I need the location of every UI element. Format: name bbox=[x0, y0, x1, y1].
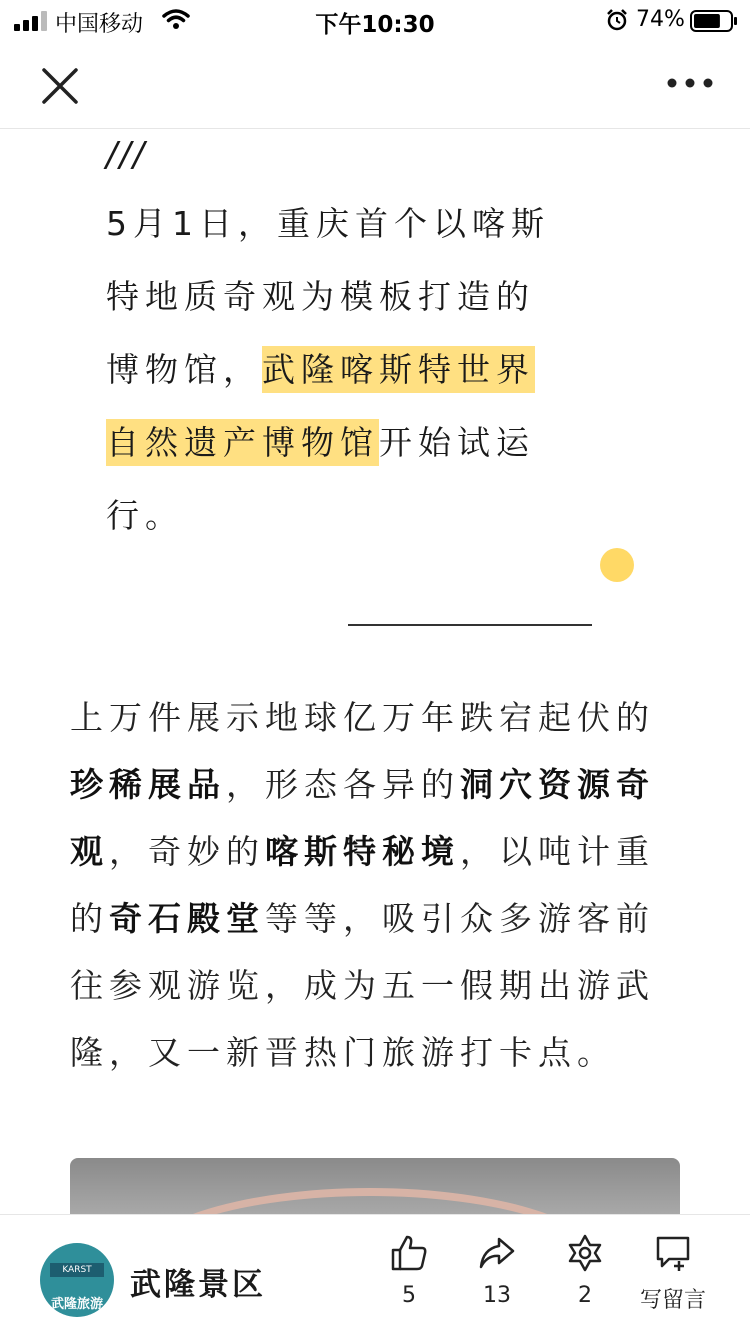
article-content bbox=[0, 129, 750, 1214]
body-text-segment: ，奇妙的 bbox=[109, 832, 265, 871]
article-image[interactable] bbox=[70, 1158, 680, 1214]
status-time: 下午10:30 bbox=[315, 12, 435, 38]
close-icon[interactable] bbox=[36, 62, 84, 110]
battery-icon bbox=[690, 10, 738, 32]
body-text-segment: 上万件展示地球亿万年跌宕起伏的 bbox=[70, 698, 655, 737]
bold-phrase: 洞穴资源奇观 bbox=[70, 765, 655, 871]
wow-flower-icon bbox=[565, 1233, 605, 1273]
avatar-karst-label: KARST bbox=[50, 1263, 104, 1277]
account-name[interactable]: 武隆景区 bbox=[130, 1267, 266, 1303]
share-count: 13 bbox=[483, 1283, 511, 1308]
body-text-segment: ，以吨计重的 bbox=[70, 832, 655, 938]
wow-count: 2 bbox=[578, 1283, 592, 1308]
bold-phrase: 珍稀展品 bbox=[70, 765, 226, 804]
intro-paragraph bbox=[106, 187, 566, 552]
divider-line bbox=[348, 624, 592, 626]
body-text-segment: ，形态各异的 bbox=[226, 765, 460, 804]
decorative-dot bbox=[600, 548, 634, 582]
section-marker: /// bbox=[106, 135, 147, 175]
alarm-icon bbox=[606, 9, 628, 31]
body-text-segment: 等等，吸引众多游客前往参观游览，成为五一假期出游武隆，又一新晋热门旅游打卡点。 bbox=[70, 899, 655, 1072]
status-bar bbox=[0, 0, 750, 42]
carrier-name: 中国移动 bbox=[55, 12, 144, 37]
bold-phrase: 奇石殿堂 bbox=[109, 899, 265, 938]
like-button[interactable] bbox=[364, 1233, 454, 1308]
thumbs-up-icon bbox=[389, 1233, 429, 1273]
intro-text-end: 开始试运行。 bbox=[106, 423, 535, 535]
share-button[interactable] bbox=[452, 1233, 542, 1308]
body-paragraph bbox=[70, 684, 682, 1086]
intro-text: 5月1日，重庆首个以喀斯特地质奇观为模板打造的博物馆， bbox=[106, 204, 550, 389]
write-comment-button[interactable] bbox=[628, 1233, 718, 1314]
bottom-action-bar bbox=[0, 1214, 750, 1334]
like-count: 5 bbox=[402, 1283, 416, 1308]
comment-icon bbox=[653, 1233, 693, 1273]
account-avatar[interactable] bbox=[40, 1243, 114, 1317]
wow-button[interactable] bbox=[540, 1233, 630, 1308]
highlighted-museum-name: 武隆喀斯特世界自然遗产博物馆 bbox=[106, 346, 535, 466]
more-dots-icon[interactable] bbox=[664, 68, 716, 98]
share-arrow-icon bbox=[477, 1233, 517, 1273]
bold-phrase: 喀斯特秘境 bbox=[265, 832, 460, 871]
battery-percent: 74% bbox=[636, 7, 685, 32]
image-arc-shape bbox=[130, 1188, 610, 1214]
avatar-text: 武隆旅游 bbox=[50, 1297, 103, 1312]
nav-bar bbox=[0, 42, 750, 129]
comment-label: 写留言 bbox=[639, 1288, 706, 1313]
